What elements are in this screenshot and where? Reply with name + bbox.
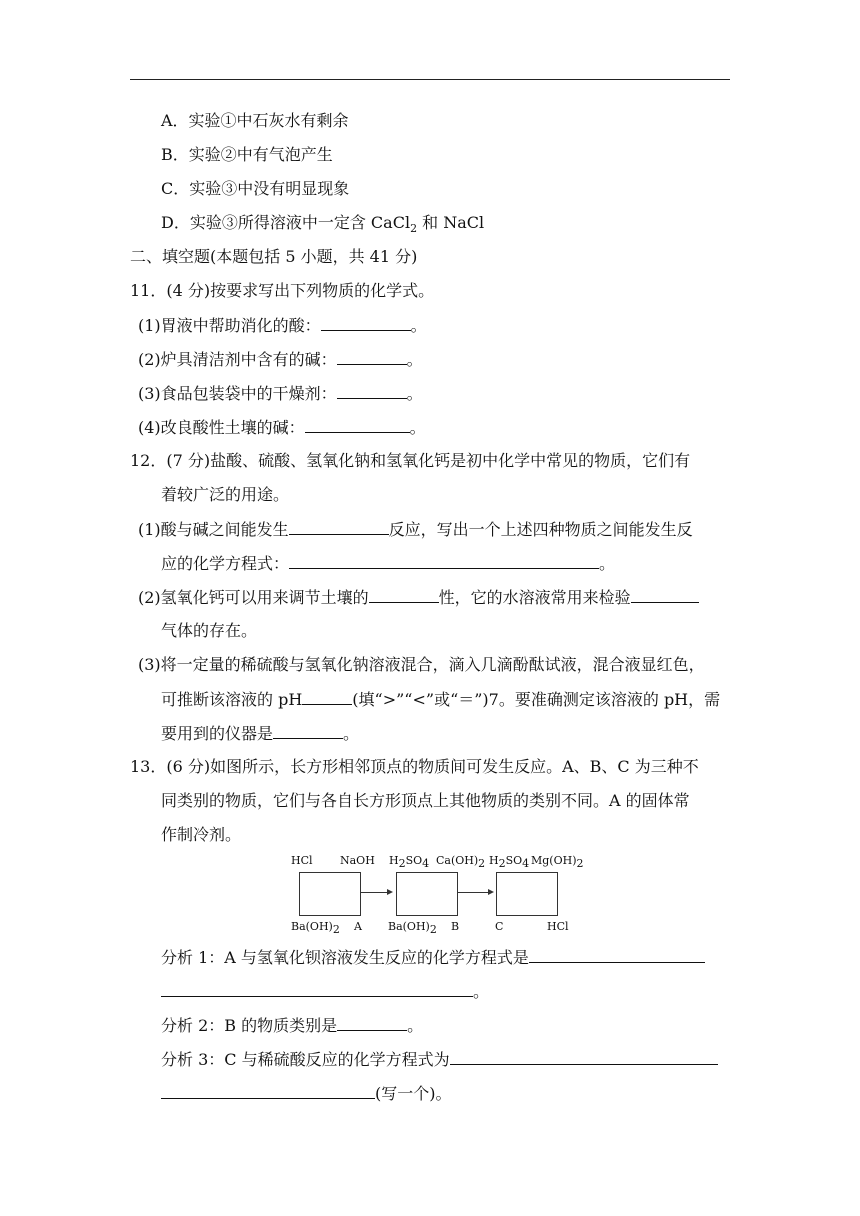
period: 。 [406,384,423,403]
q11-part1 [138,314,427,337]
label-caoh2: $Ca(OH)_2$ [436,854,486,871]
label-mgoh2: $Mg(OH)_2$ [531,854,584,871]
answer-blank[interactable] [305,416,410,433]
q12-part2-line2: 气体的存在。 [161,621,258,640]
period: 。 [409,418,426,437]
q12-part3-text: 可推断该溶液的 pH [161,690,303,709]
reaction-diagram [285,850,585,938]
analysis-3-line1 [161,1048,718,1071]
answer-blank[interactable] [161,1082,375,1099]
section-title: 二、填空题(本题包括 5 小题，共 41 分) [130,247,418,266]
label-hcl: HCl [291,854,313,867]
period: 。 [343,724,360,743]
q12-part3-line1: (3)将一定量的稀硫酸与氢氧化钠溶液混合，滴入几滴酚酞试液，混合液显红色， [138,655,705,674]
q12-part2-line1 [138,586,699,609]
option-d [161,212,484,240]
answer-blank[interactable] [529,946,705,963]
answer-blank[interactable] [273,722,343,739]
option-b [161,144,333,166]
period: 。 [599,554,616,573]
answer-blank[interactable] [302,688,352,705]
q12-part3-line2 [161,688,720,711]
answer-blank[interactable] [631,586,699,603]
answer-blank[interactable] [337,348,407,365]
q12-part1-line2 [161,552,615,575]
label-h2so4: $H_2SO_4$ [489,854,530,871]
q11-stem: 11．(4 分)按要求写出下列物质的化学式。 [130,281,435,300]
q12-part3-text-end: 要用到的仪器是 [161,724,274,743]
option-a-text: A．实验①中石灰水有剩余 [161,111,349,130]
label-a: A [354,920,362,933]
q13-stem-line2: 同类别的物质，它们与各自长方形顶点上其他物质的类别不同。A 的固体常 [161,791,690,810]
period: 。 [473,982,490,1001]
q11-part4-text: (4)改良酸性土壤的碱： [138,418,305,437]
analysis-3-text: 分析 3：C 与稀硫酸反应的化学方程式为 [161,1050,450,1069]
option-d-text: D．实验③所得溶液中一定含 CaCl [161,213,411,232]
period: 。 [406,350,423,369]
analysis-3-end: (写一个)。 [375,1084,452,1103]
option-a [161,110,349,132]
label-baoh2: $Ba(OH)_2$ [388,920,437,937]
analysis-1-text: 分析 1：A 与氢氧化钡溶液发生反应的化学方程式是 [161,948,529,967]
q12-part1-line1 [138,518,693,541]
period: 。 [410,316,427,335]
answer-blank[interactable] [450,1048,718,1065]
q11-part3 [138,382,423,405]
q12-part3-text-cont: (填“>”“<”或“＝”)7。要准确测定该溶液的 pH，需 [352,690,721,709]
q11-part2-text: (2)炉具清洁剂中含有的碱： [138,350,337,369]
q12-part3-line3 [161,722,359,745]
answer-blank[interactable] [337,382,407,399]
q12-part1-text: (1)酸与碱之间能发生 [138,520,289,539]
analysis-1-line2 [161,980,489,1003]
label-hcl: HCl [547,920,569,933]
arrow-right [458,892,492,893]
q12-part1-text-cont: 反应，写出一个上述四种物质之间能发生反 [388,520,693,539]
option-c [161,178,349,200]
answer-blank[interactable] [289,552,599,569]
subscript: 2 [410,222,418,236]
rectangle-1 [299,872,361,916]
q13-stem-line3: 作制冷剂。 [161,825,242,844]
rectangle-3 [496,872,558,916]
label-h2so4: $H_2SO_4$ [389,854,430,871]
rectangle-2 [396,872,458,916]
analysis-2-text: 分析 2：B 的物质类别是 [161,1016,338,1035]
q12-part2-text: (2)氢氧化钙可以用来调节土壤的 [138,588,369,607]
q11-part2 [138,348,423,371]
answer-blank[interactable] [289,518,389,535]
answer-blank[interactable] [321,314,411,331]
q11-part3-text: (3)食品包装袋中的干燥剂： [138,384,337,403]
option-d-text-end: 和 NaCl [417,213,485,232]
label-naoh: NaOH [340,854,375,867]
q11-part4 [138,416,426,439]
period: 。 [407,1016,424,1035]
q12-part1-text-end: 应的化学方程式： [161,554,290,573]
label-b: B [451,920,460,933]
label-baoh2: $Ba(OH)_2$ [291,920,340,937]
q11-part1-text: (1)胃液中帮助消化的酸： [138,316,321,335]
analysis-2 [161,1014,423,1037]
arrow-right [361,892,391,893]
answer-blank[interactable] [369,586,439,603]
q12-stem-line1: 12．(7 分)盐酸、硫酸、氢氧化钠和氢氧化钙是初中化学中常见的物质，它们有 [130,451,691,470]
answer-blank[interactable] [161,980,473,997]
q12-part2-text-cont: 性，它的水溶液常用来检验 [438,588,631,607]
header-rule [130,79,730,80]
q12-stem-line2: 着较广泛的用途。 [161,485,290,504]
option-b-text: B．实验②中有气泡产生 [161,145,333,164]
analysis-1-line1 [161,946,705,969]
answer-blank[interactable] [337,1014,407,1031]
q13-stem-line1: 13．(6 分)如图所示，长方形相邻顶点的物质间可发生反应。A、B、C 为三种不 [130,757,699,776]
label-c: C [495,920,504,933]
analysis-3-line2 [161,1082,452,1105]
option-c-text: C．实验③中没有明显现象 [161,179,350,198]
